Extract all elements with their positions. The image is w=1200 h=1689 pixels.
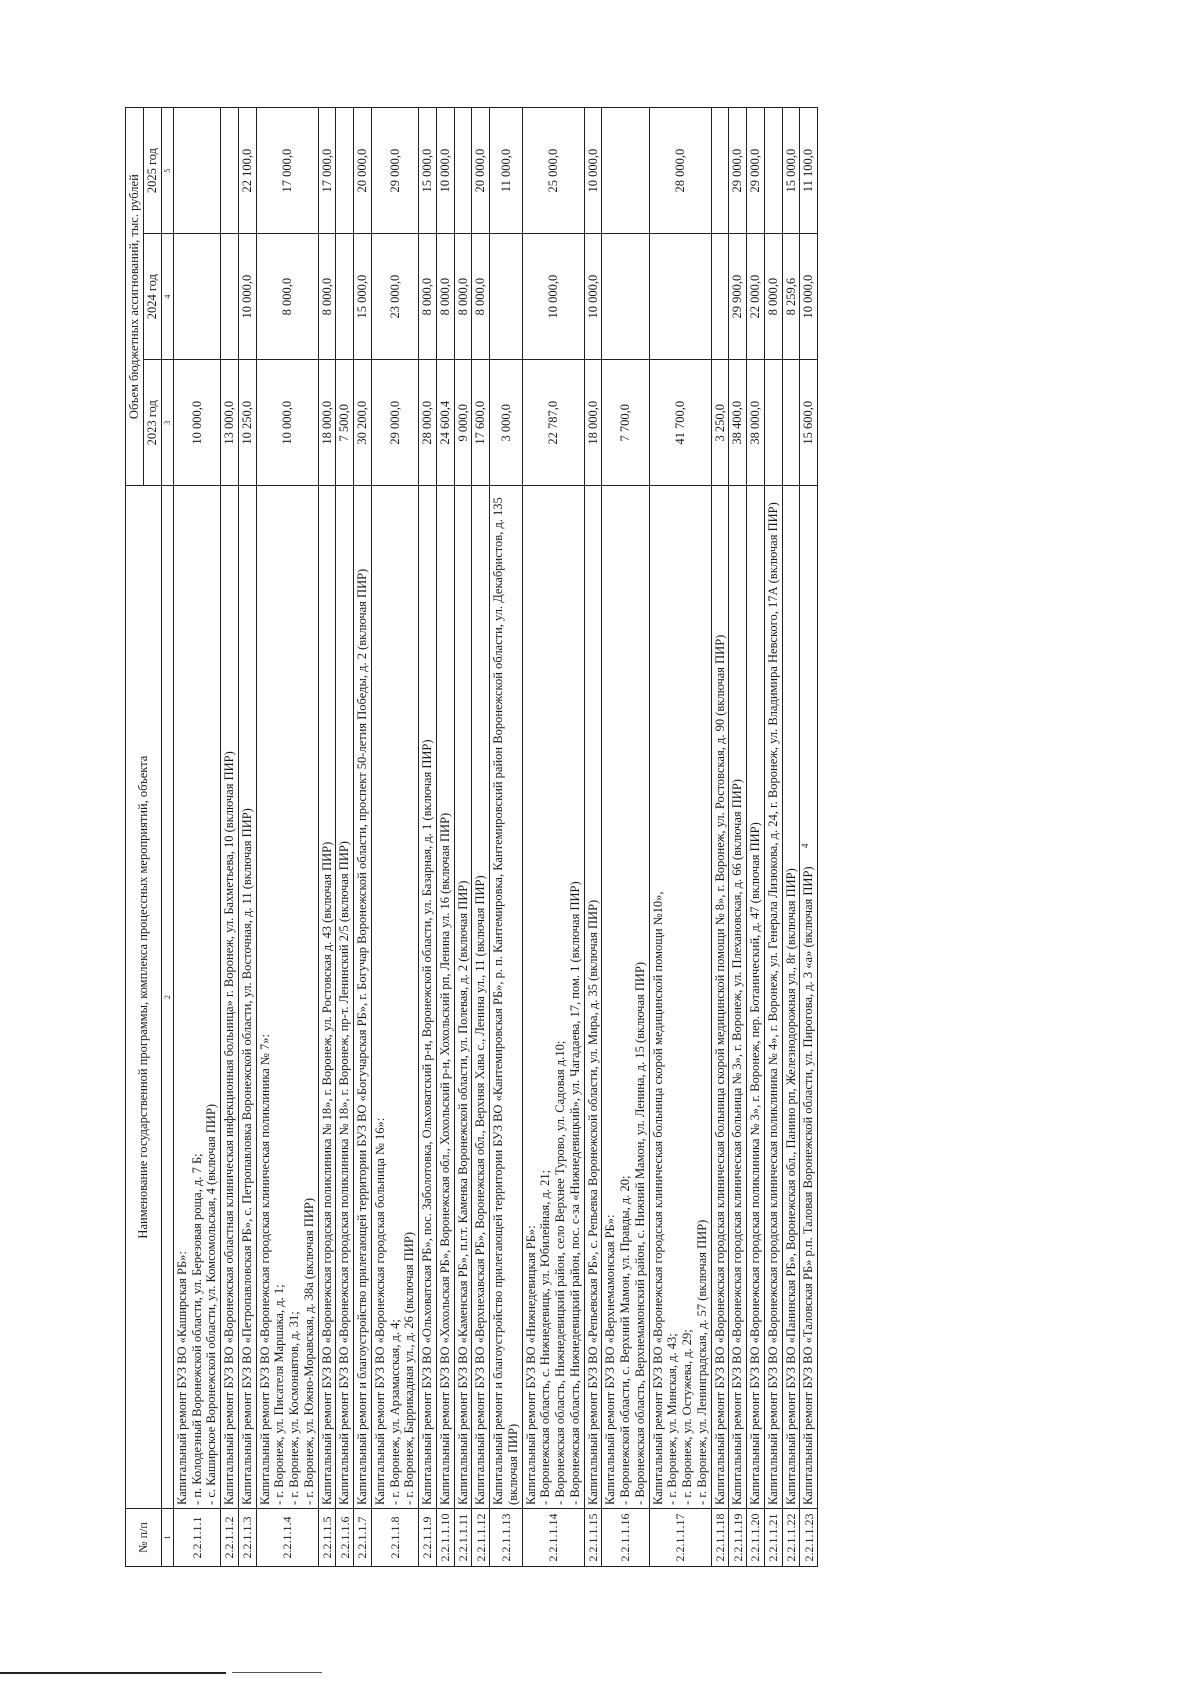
row-value-2025: 11 000,0 (490, 108, 523, 234)
row-number: 2.2.1.1.12 (472, 1508, 490, 1566)
row-name-line: - г. Воронеж, ул. Писателя Маршака, д. 1; (272, 1284, 287, 1505)
row-name (419, 486, 437, 1509)
row-name-line: Капитальный ремонт БУЗ ВО «Воронежская городская поликлиника № 18», г. Воронеж, ул. Ростовская д. 43 (включая ПИР) (319, 841, 334, 1505)
row-name-line: Капитальный ремонт БУЗ ВО «Воронежская городская больница № 16»: (372, 1117, 387, 1505)
row-name-line: - г. Воронеж, ул. Арзамасская, д. 4; (387, 1319, 402, 1505)
row-name (454, 486, 472, 1509)
row-value-2025 (336, 108, 354, 234)
row-number: 2.2.1.1.22 (782, 1508, 800, 1566)
row-value-2024 (221, 234, 239, 360)
header-volume: Объем бюджетных ассигнований, тыс. рублей (126, 108, 144, 486)
row-name-line: Капитальный ремонт БУЗ ВО «Верхнемамонская РБ»: (603, 1214, 618, 1505)
row-name-line: Капитальный ремонт БУЗ ВО «Таловская РБ» р.п. Таловая Воронежской области, ул. Пирогова, д. 3 «а» (включая ПИР) (801, 866, 816, 1505)
row-name-line: Капитальный ремонт БУЗ ВО «Воронежская городская клиническая больница скорой медицинской помощи №10», (650, 891, 665, 1505)
row-value-2025: 22 100,0 (238, 108, 256, 234)
table-row (747, 108, 765, 1567)
header-index: 2 (161, 486, 173, 1509)
table-row (436, 108, 454, 1567)
row-value-2024: 23 000,0 (371, 234, 418, 360)
row-number: 2.2.1.1.11 (454, 1508, 472, 1566)
row-name-line: - г. Воронеж, ул. Южно-Моравская, д. 38а (включая ПИР) (301, 1198, 316, 1505)
row-name-line: Капитальный ремонт БУЗ ВО «Верхнехавская РБ», Воронежская обл., Верхняя Хава с., Ленина ул., 11 (включая ПИР) (473, 875, 488, 1505)
row-value-2024: 10 000,0 (522, 234, 584, 360)
row-name-line: Капитальный ремонт БУЗ ВО «Петропавловская РБ», с. Петропавловка Воронежской области, ул. Восточная, д. 11 (включая ПИР) (239, 808, 254, 1505)
rotated-page (125, 107, 818, 1567)
row-number: 2.2.1.1.9 (419, 1508, 437, 1566)
row-number: 2.2.1.1.15 (584, 1508, 602, 1566)
table-row (472, 108, 490, 1567)
table-row (602, 108, 649, 1567)
row-value-2024: 8 000,0 (436, 234, 454, 360)
row-name (371, 486, 418, 1509)
row-name-line: Капитальный ремонт БУЗ ВО «Воронежская городская клиническая больница № 3», г. Воронеж, ул. Плехановская, д. 66 (включая ПИР) (730, 779, 745, 1505)
row-name (221, 486, 239, 1509)
row-number: 2.2.1.1.5 (318, 1508, 336, 1566)
table-row (221, 108, 239, 1567)
row-number: 2.2.1.1.23 (800, 1508, 818, 1566)
row-value-2023: 10 000,0 (256, 360, 318, 486)
table-row (256, 108, 318, 1567)
row-name (711, 486, 729, 1509)
row-value-2025: 10 000,0 (584, 108, 602, 234)
row-value-2025: 20 000,0 (472, 108, 490, 234)
row-value-2024: 10 000,0 (800, 234, 818, 360)
table-body (173, 108, 817, 1567)
table-row (371, 108, 418, 1567)
header-index: 4 (161, 234, 173, 360)
row-name (238, 486, 256, 1509)
row-value-2025: 11 100,0 (800, 108, 818, 234)
row-value-2024: 22 000,0 (747, 234, 765, 360)
row-name-line: - г. Воронеж, ул. Остужева, д. 29; (680, 1329, 695, 1505)
row-name-line: Капитальный ремонт БУЗ ВО «Воронежская городская клиническая поликлиника № 7»: (257, 1034, 272, 1505)
row-number: 2.2.1.1.7 (354, 1508, 372, 1566)
row-name-line: Капитальный ремонт БУЗ ВО «Воронежская городская клиническая больница скорой медицинской помощи № 8», г. Воронеж, ул. Ростовская, д. 90 (включая ПИР) (712, 634, 727, 1505)
table-row (336, 108, 354, 1567)
row-name-line: Капитальный ремонт БУЗ ВО «Воронежская городская поликлиника № 18», г. Воронеж, пр-т. Ленинский 2/5 (включая ПИР) (337, 841, 352, 1505)
row-name (584, 486, 602, 1509)
row-value-2023 (764, 360, 782, 486)
table-row (711, 108, 729, 1567)
row-value-2025: 15 000,0 (419, 108, 437, 234)
row-number: 2.2.1.1.10 (436, 1508, 454, 1566)
row-value-2024: 8 000,0 (256, 234, 318, 360)
bottom-rule (232, 1672, 322, 1673)
table-row (419, 108, 437, 1567)
row-value-2023: 38 400,0 (729, 360, 747, 486)
table-row (238, 108, 256, 1567)
row-number: 2.2.1.1.17 (649, 1508, 711, 1566)
row-number: 2.2.1.1.19 (729, 1508, 747, 1566)
row-value-2024 (173, 234, 220, 360)
row-value-2023: 3 000,0 (490, 360, 523, 486)
row-value-2023: 30 200,0 (354, 360, 372, 486)
bottom-rule (0, 1672, 226, 1674)
row-value-2025 (454, 108, 472, 234)
row-value-2025: 17 000,0 (318, 108, 336, 234)
row-value-2023: 38 000,0 (747, 360, 765, 486)
table-row (764, 108, 782, 1567)
row-value-2024: 8 000,0 (419, 234, 437, 360)
row-name (747, 486, 765, 1509)
row-value-2025 (221, 108, 239, 234)
row-value-2025 (173, 108, 220, 234)
row-value-2023: 9 000,0 (454, 360, 472, 486)
row-value-2024 (490, 234, 523, 360)
row-number: 2.2.1.1.2 (221, 1508, 239, 1566)
row-number: 2.2.1.1.21 (764, 1508, 782, 1566)
row-value-2025 (764, 108, 782, 234)
row-value-2024: 8 259,6 (782, 234, 800, 360)
row-value-2025 (602, 108, 649, 234)
row-name (354, 486, 372, 1509)
row-name-line: Капитальный ремонт БУЗ ВО «Каменская РБ», п.г.т. Каменка Воронежской области, ул. Полевая, д. 2 (включая ПИР) (455, 880, 470, 1505)
row-number: 2.2.1.1.13 (490, 1508, 523, 1566)
row-name-line: - Воронежская область, Нижнедевицкий район, село Верхнее Турово, ул. Садовая д.10; (553, 1040, 568, 1505)
row-value-2023: 13 000,0 (221, 360, 239, 486)
row-name-line: - Воронежская область, Нижнедевицкий район, пос. с-за «Нижнедевицкий», ул. Чагадаева, 17, пом. 1 (включая ПИР) (567, 881, 582, 1505)
row-value-2023: 7 700,0 (602, 360, 649, 486)
header-num: № п/п (126, 1508, 162, 1566)
row-name-line: Капитальный ремонт БУЗ ВО «Репьевская РБ», с. Репьевка Воронежской области, ул. Мира, д. 35 (включая ПИР) (585, 899, 600, 1505)
row-name-line: - Воронежская область, с. Нижнедевицк, ул. Юбилейная, д. 21; (538, 1169, 553, 1505)
row-value-2024: 10 000,0 (584, 234, 602, 360)
row-value-2025: 29 000,0 (747, 108, 765, 234)
row-value-2025: 10 000,0 (436, 108, 454, 234)
row-value-2024: 10 000,0 (238, 234, 256, 360)
row-number: 2.2.1.1.1 (173, 1508, 220, 1566)
row-name-line: - г. Воронеж, ул. Минская, д. 43; (665, 1333, 680, 1505)
row-value-2024: 8 000,0 (318, 234, 336, 360)
row-number: 2.2.1.1.20 (747, 1508, 765, 1566)
row-value-2024: 15 000,0 (354, 234, 372, 360)
row-value-2024: 29 900,0 (729, 234, 747, 360)
row-name (336, 486, 354, 1509)
table-row (649, 108, 711, 1567)
row-name (490, 486, 523, 1509)
row-value-2025: 17 000,0 (256, 108, 318, 234)
row-value-2023: 3 250,0 (711, 360, 729, 486)
row-value-2024 (711, 234, 729, 360)
row-number: 2.2.1.1.4 (256, 1508, 318, 1566)
row-name (173, 486, 220, 1509)
header-index: 1 (161, 1508, 173, 1566)
row-value-2023: 7 500,0 (336, 360, 354, 486)
row-value-2025: 28 000,0 (649, 108, 711, 234)
row-name-line: Капитальный ремонт и благоустройство прилегающей территории БУЗ ВО «Кантемировская РБ», р. п. Кантемировка, Кантемировский район Воронежской области, ул. Декабристов, д. 135 (включая ПИР) (491, 497, 520, 1505)
header-year-2023: 2023 год (143, 360, 161, 486)
table-row (173, 108, 220, 1567)
row-name (318, 486, 336, 1509)
row-name-line: Капитальный ремонт БУЗ ВО «Хохольская РБ», Воронежская обл., Хохольский р-н, Хохольский рп, Ленина ул. 16 (включая ПИР) (437, 812, 452, 1505)
row-number: 2.2.1.1.8 (371, 1508, 418, 1566)
header-index: 3 (161, 360, 173, 486)
row-name-line: Капитальный ремонт БУЗ ВО «Воронежская городская поликлиника № 3», г. Воронеж, пер. Ботанический, д. 47 (включая ПИР) (748, 822, 763, 1505)
row-name-line: - с. Каширское Воронежской области, ул. Комсомольская, 4 (включая ПИР) (204, 1103, 219, 1505)
row-name (729, 486, 747, 1509)
row-name-line: Капитальный ремонт БУЗ ВО «Ольховатская РБ», пос. Заболотовка, Ольховатский р-н, Воронежской области, ул. Базарная, д. 1 (включая ПИР) (420, 739, 435, 1505)
row-value-2024: 8 000,0 (764, 234, 782, 360)
row-value-2023 (782, 360, 800, 486)
table-row (490, 108, 523, 1567)
table-row (800, 108, 818, 1567)
row-value-2025: 29 000,0 (729, 108, 747, 234)
table-row (782, 108, 800, 1567)
row-value-2025: 15 000,0 (782, 108, 800, 234)
row-name-line: - г. Воронеж, ул. Космонавтов, д. 31; (287, 1311, 302, 1505)
row-value-2025 (711, 108, 729, 234)
row-number: 2.2.1.1.14 (522, 1508, 584, 1566)
row-name-line: Капитальный ремонт БУЗ ВО «Панинская РБ», Воронежская обл., Панино рп, Железнодорожная ул., 8г (включая ПИР) (783, 868, 798, 1505)
row-number: 2.2.1.1.16 (602, 1508, 649, 1566)
row-value-2023: 10 250,0 (238, 360, 256, 486)
row-value-2023: 17 600,0 (472, 360, 490, 486)
row-value-2023: 10 000,0 (173, 360, 220, 486)
table-row (584, 108, 602, 1567)
row-number: 2.2.1.1.6 (336, 1508, 354, 1566)
row-value-2025: 20 000,0 (354, 108, 372, 234)
row-value-2023: 15 600,0 (800, 360, 818, 486)
row-value-2024 (602, 234, 649, 360)
header-name: Наименование государственной программы, комплекса процессных мероприятий, объекта (126, 486, 162, 1509)
row-value-2024: 8 000,0 (472, 234, 490, 360)
header-year-2025: 2025 год (143, 108, 161, 234)
row-name-line: - г. Воронеж, ул. Ленинградская, д. 57 (включая ПИР) (694, 1219, 709, 1505)
row-value-2023: 29 000,0 (371, 360, 418, 486)
row-number: 2.2.1.1.3 (238, 1508, 256, 1566)
row-name (800, 486, 818, 1509)
row-name (649, 486, 711, 1509)
row-name (602, 486, 649, 1509)
row-value-2023: 18 000,0 (584, 360, 602, 486)
row-name-line: - п. Колодезный Воронежской области, ул. Березовая роща, д. 7 Б; (189, 1153, 204, 1505)
row-name (436, 486, 454, 1509)
row-name-line: Капитальный ремонт БУЗ ВО «Каширская РБ»: (174, 1251, 189, 1505)
header-index: 5 (161, 108, 173, 234)
row-name-line: Капитальный ремонт БУЗ ВО «Нижнедевицкая РБ»: (523, 1225, 538, 1505)
row-value-2024: 8 000,0 (454, 234, 472, 360)
row-name (472, 486, 490, 1509)
row-name-line: - Воронежская область, Верхнемамонский район, с. Нижний Мамон, ул. Ленина, д. 15 (включая ПИР) (632, 961, 647, 1505)
budget-table (125, 107, 818, 1567)
row-value-2023: 22 787,0 (522, 360, 584, 486)
table-row (318, 108, 336, 1567)
table-row (454, 108, 472, 1567)
row-name-line: - г. Воронеж, Баррикадная ул., д. 26 (включая ПИР) (402, 1232, 417, 1505)
row-name (764, 486, 782, 1509)
row-name (782, 486, 800, 1509)
row-number: 2.2.1.1.18 (711, 1508, 729, 1566)
header-year-2024: 2024 год (143, 234, 161, 360)
table-row (354, 108, 372, 1567)
row-name (256, 486, 318, 1509)
row-value-2024 (336, 234, 354, 360)
row-value-2025: 29 000,0 (371, 108, 418, 234)
row-name-line: Капитальный ремонт БУЗ ВО «Воронежская областная клиническая инфекционная больница» г. Воронеж, ул. Бахметьева, 10 (включая ПИР) (222, 751, 237, 1505)
row-name (522, 486, 584, 1509)
table-row (729, 108, 747, 1567)
row-name-line: Капитальный ремонт и благоустройство прилегающей территории БУЗ ВО «Богучарская РБ», г. Богучар Воронежской области, проспект 50-летия Победы, д. 2 (включая ПИР) (355, 568, 370, 1505)
row-value-2023: 18 000,0 (318, 360, 336, 486)
row-value-2023: 41 700,0 (649, 360, 711, 486)
row-name-line: - Воронежской области, с. Верхний Мамон, ул. Правды, д. 20; (618, 1175, 633, 1505)
row-value-2023: 28 000,0 (419, 360, 437, 486)
page-number: 4 (800, 843, 810, 848)
row-value-2024 (649, 234, 711, 360)
row-value-2025: 25 000,0 (522, 108, 584, 234)
row-value-2023: 24 600,4 (436, 360, 454, 486)
row-name-line: Капитальный ремонт БУЗ ВО «Воронежская городская клиническая поликлиника № 4», г. Воронеж, ул. Генерала Лизюкова, д. 24, г. Воронеж, ул. Владимира Невского, 17А (включая ПИР) (765, 502, 780, 1505)
table-row (522, 108, 584, 1567)
